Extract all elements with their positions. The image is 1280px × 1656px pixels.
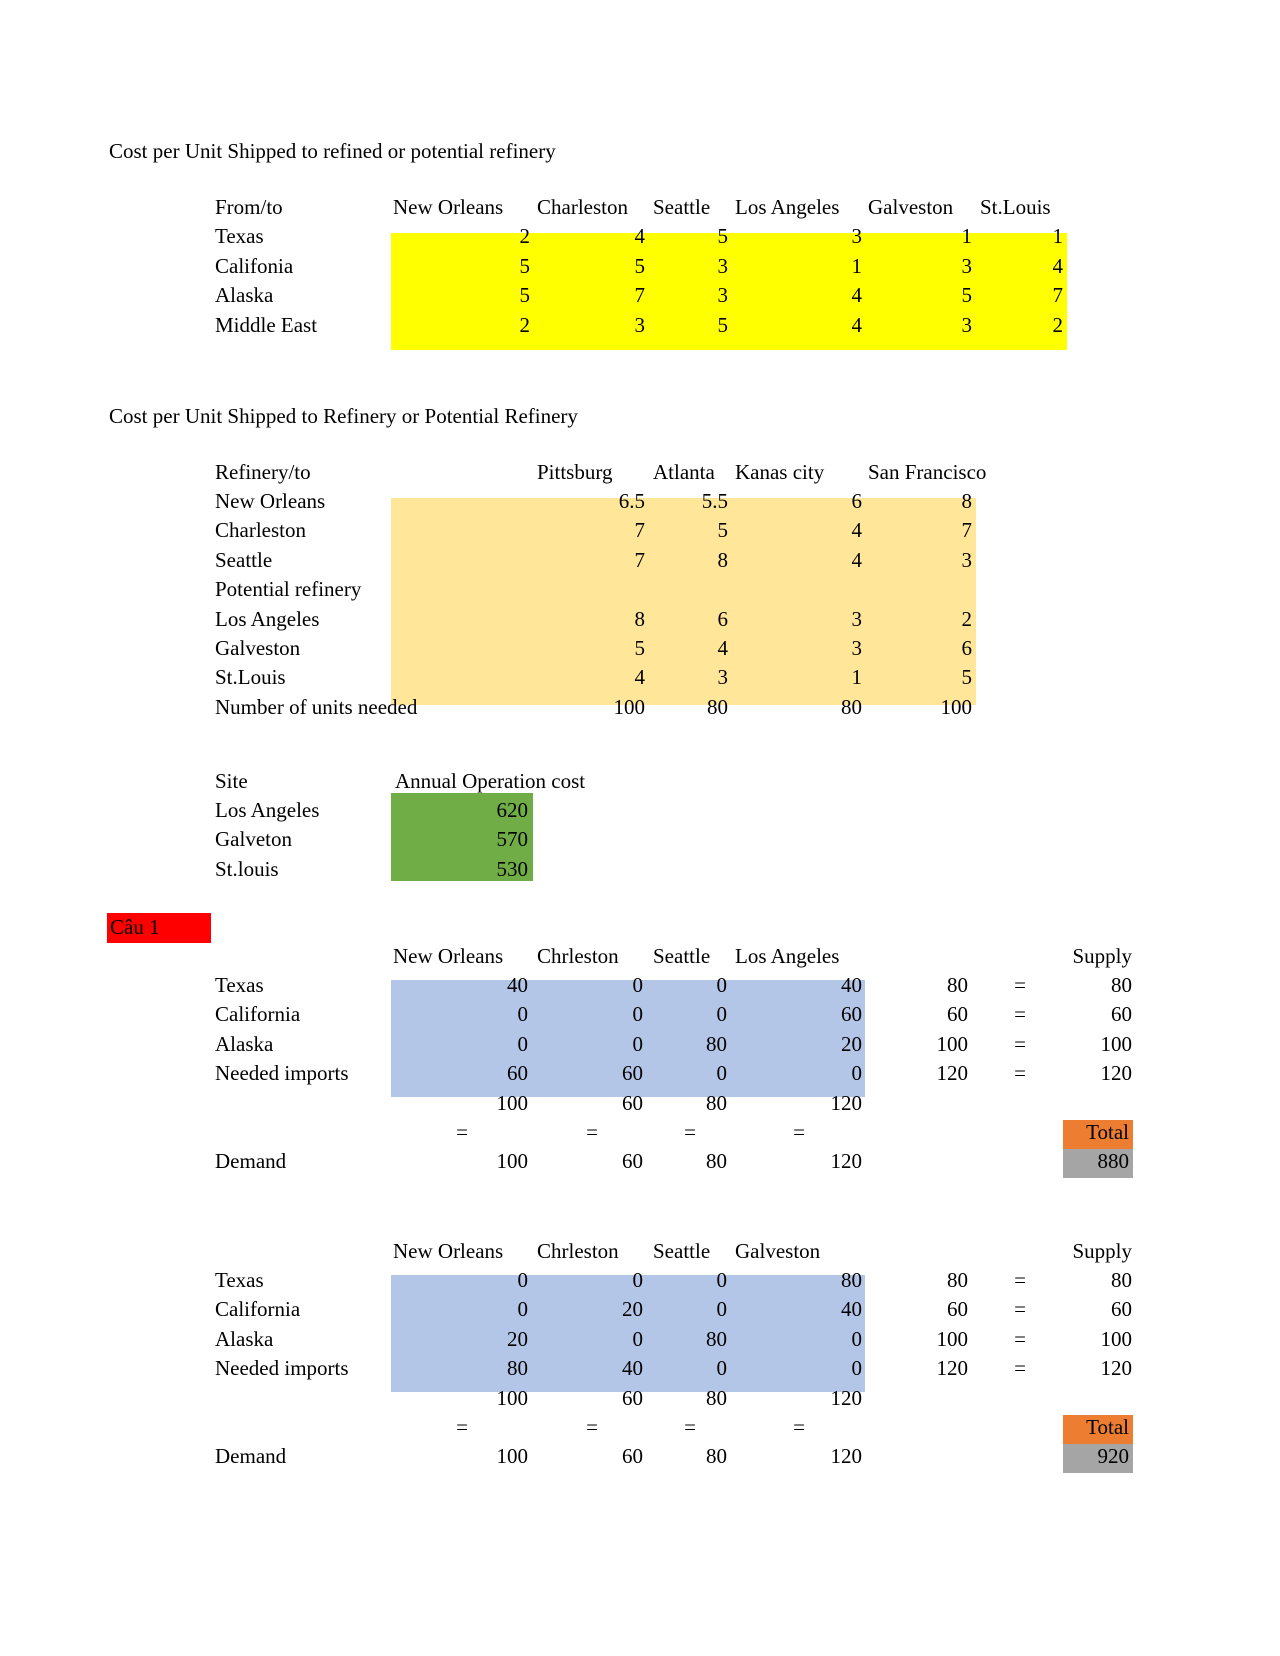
sec2-col-header: Pittsburg [537,460,613,484]
solution-cell[interactable]: 0 [716,1356,727,1381]
supply-value: 120 [1100,1356,1132,1381]
solution-row-label: Texas [215,1268,264,1292]
sec2-cell[interactable]: 1 [851,665,862,690]
needed-units-value: 80 [841,694,862,719]
solution-cell[interactable]: 40 [622,1356,643,1381]
sec2-col-header: Atlanta [653,460,715,484]
row-equals: = [1014,1268,1026,1292]
demand-label: Demand [215,1443,287,1468]
sec2-cell[interactable]: 2 [961,606,972,631]
col-equals: = [684,1119,696,1144]
sec1-cell[interactable]: 7 [634,283,645,307]
sec1-cell[interactable]: 3 [851,224,862,248]
solution-cell[interactable]: 80 [507,1356,528,1381]
solution-col-header: Chrleston [537,1239,619,1263]
sec2-cell[interactable]: 8 [634,606,645,631]
sec2-row-label: Galveston [215,636,301,660]
solution-cell[interactable]: 0 [632,973,643,997]
sec1-cell[interactable]: 4 [634,224,645,248]
sec1-cell[interactable]: 7 [1052,283,1063,307]
col-equals: = [586,1414,598,1439]
demand-value: 120 [830,1443,862,1468]
row-sum: 100 [936,1326,968,1351]
solution-cell[interactable]: 0 [716,1268,727,1292]
sec1-col-header: Los Angeles [735,195,840,219]
sec1-cell[interactable]: 3 [717,253,728,278]
row-sum: 120 [936,1061,968,1086]
solution-cell[interactable]: 0 [517,1297,528,1322]
sec2-cell[interactable]: 4 [634,665,645,690]
sec2-cell[interactable]: 3 [851,606,862,631]
sec1-cell[interactable]: 2 [519,312,530,337]
solution-cell[interactable]: 80 [706,1326,727,1351]
solution-cell[interactable]: 0 [716,1002,727,1027]
annual-cost-value[interactable]: 570 [496,827,528,852]
sec1-cell[interactable]: 5 [717,224,728,248]
solution-cell[interactable]: 80 [706,1031,727,1056]
row-equals: = [1014,1061,1026,1086]
solution-row-label: Needed imports [215,1356,349,1381]
solution-cell[interactable]: 0 [517,1031,528,1056]
sec2-cell[interactable]: 6 [961,636,972,660]
site-label: St.louis [215,856,279,881]
solution-cell[interactable]: 0 [517,1002,528,1027]
row-equals: = [1014,1297,1026,1322]
demand-value: 80 [706,1148,727,1173]
col-sum: 100 [496,1090,528,1115]
solution-cell[interactable]: 40 [507,973,528,997]
row-sum: 80 [947,1268,968,1292]
sec1-cell[interactable]: 5 [519,253,530,278]
sec2-row-label: Potential refinery [215,577,362,602]
needed-units-value: 100 [613,694,645,719]
sec1-corner-header: From/to [215,195,283,219]
solution-col-header: Chrleston [537,944,619,968]
row-equals: = [1014,973,1026,997]
sec1-cell[interactable]: 5 [961,283,972,307]
needed-units-value: 100 [940,694,972,719]
supply-header: Supply [1072,944,1132,968]
total-value[interactable]: 880 [1097,1148,1129,1173]
site-label: Galveton [215,827,292,852]
solution-cell[interactable]: 0 [716,973,727,997]
annual-cost-value[interactable]: 620 [496,798,528,822]
sec1-cell[interactable]: 5 [519,283,530,307]
solution-cell[interactable]: 0 [851,1061,862,1086]
solution-cell[interactable]: 80 [841,1268,862,1292]
sec2-cell[interactable]: 6.5 [618,489,645,513]
sec1-cell[interactable]: 1 [851,253,862,278]
solution-cell[interactable]: 60 [622,1061,643,1086]
solution-cell[interactable]: 0 [632,1326,643,1351]
sec1-cell[interactable]: 3 [717,283,728,307]
solution-col-header: Los Angeles [735,944,840,968]
sec1-col-header: St.Louis [980,195,1051,219]
supply-value: 60 [1111,1297,1132,1322]
sec1-cell[interactable]: 5 [634,253,645,278]
solution-row-label: California [215,1002,301,1027]
sec2-cell[interactable]: 4 [851,547,862,572]
sec2-cell[interactable]: 4 [851,518,862,543]
sec1-cell[interactable]: 4 [851,283,862,307]
total-label: Total [1086,1414,1129,1439]
supply-value: 100 [1100,1031,1132,1056]
solution-cell[interactable]: 0 [517,1268,528,1292]
sec2-row-label: Charleston [215,518,306,543]
col-equals: = [793,1414,805,1439]
demand-label: Demand [215,1148,287,1173]
sec1-cell[interactable]: 3 [961,312,972,337]
supply-value: 80 [1111,973,1132,997]
sec2-row-label: Seattle [215,547,273,572]
sec1-row-label: Middle East [215,312,318,337]
sec1-cell[interactable]: 3 [634,312,645,337]
sec2-cell[interactable]: 6 [717,606,728,631]
solution-cell[interactable]: 60 [841,1002,862,1027]
sec2-cell[interactable]: 5 [717,518,728,543]
solution-cell[interactable]: 0 [632,1268,643,1292]
col-sum: 120 [830,1385,862,1410]
sec2-cell[interactable]: 4 [717,636,728,660]
sec2-row-label: St.Louis [215,665,286,690]
needed-units-value: 80 [707,694,728,719]
col-equals: = [456,1119,468,1144]
section-2-title: Cost per Unit Shipped to Refinery or Potential Refinery [109,404,578,428]
sec1-cell[interactable]: 5 [717,312,728,337]
solution-cell[interactable]: 20 [622,1297,643,1322]
sec2-cell[interactable]: 3 [717,665,728,690]
sec1-cell[interactable]: 2 [519,224,530,248]
row-equals: = [1014,1326,1026,1351]
sec1-cell[interactable]: 4 [851,312,862,337]
solution-cell[interactable]: 0 [716,1061,727,1086]
col-sum: 60 [622,1385,643,1410]
sec1-row-label: Califonia [215,253,294,278]
sec1-col-header: Seattle [653,195,711,219]
sec2-cell[interactable]: 5.5 [701,489,728,513]
col-sum: 80 [706,1385,727,1410]
demand-value: 60 [622,1148,643,1173]
row-equals: = [1014,1031,1026,1056]
col-equals: = [684,1414,696,1439]
demand-value: 120 [830,1148,862,1173]
solution-row-label: Texas [215,973,264,997]
solution-cell[interactable]: 0 [851,1326,862,1351]
sec2-cell[interactable]: 3 [961,547,972,572]
sec2-cell[interactable]: 7 [634,547,645,572]
demand-value: 60 [622,1443,643,1468]
sec2-cell[interactable]: 7 [634,518,645,543]
solution-col-header: Seattle [653,1239,711,1263]
site-label: Los Angeles [215,798,320,822]
solution-cell[interactable]: 20 [507,1326,528,1351]
row-sum: 60 [947,1297,968,1322]
sec2-cell[interactable]: 6 [851,489,862,513]
sec1-cell[interactable]: 1 [1052,224,1063,248]
total-label: Total [1086,1119,1129,1144]
demand-value: 100 [496,1443,528,1468]
sec2-cell[interactable]: 5 [961,665,972,690]
solution-col-header: New Orleans [393,1239,504,1263]
sec2-col-header: Kanas city [735,460,825,484]
col-equals: = [456,1414,468,1439]
sec1-row-label: Texas [215,224,264,248]
solution-cell[interactable]: 0 [632,1002,643,1027]
cau-1-label: Câu 1 [110,915,160,939]
solution-row-label: Alaska [215,1326,274,1351]
total-value[interactable]: 920 [1097,1443,1129,1468]
sec1-cell[interactable]: 3 [961,253,972,278]
solution-col-header: Galveston [735,1239,821,1263]
solution-row-label: California [215,1297,301,1322]
supply-value: 80 [1111,1268,1132,1292]
supply-value: 120 [1100,1061,1132,1086]
site-header: Site [215,769,248,793]
sec2-cell[interactable]: 5 [634,636,645,660]
sec1-col-header: Charleston [537,195,628,219]
sec2-col-header: San Francisco [868,460,987,484]
solution-col-header: New Orleans [393,944,504,968]
solution-cell[interactable]: 60 [507,1061,528,1086]
row-sum: 120 [936,1356,968,1381]
sec1-col-header: New Orleans [393,195,504,219]
supply-value: 60 [1111,1002,1132,1027]
sec1-col-header: Galveston [868,195,954,219]
sec1-cell[interactable]: 2 [1052,312,1063,337]
needed-units-label: Number of units needed [215,694,418,719]
demand-value: 100 [496,1148,528,1173]
col-sum: 60 [622,1090,643,1115]
solution-cell[interactable]: 0 [632,1031,643,1056]
row-equals: = [1014,1356,1026,1381]
solution-row-label: Needed imports [215,1061,349,1086]
annual-cost-header: Annual Operation cost [395,769,586,793]
col-sum: 80 [706,1090,727,1115]
sec1-cell[interactable]: 4 [1052,253,1063,278]
sec2-row-label: Los Angeles [215,606,320,631]
col-sum: 120 [830,1090,862,1115]
col-equals: = [793,1119,805,1144]
row-equals: = [1014,1002,1026,1027]
solution-row-label: Alaska [215,1031,274,1056]
sec2-cell[interactable]: 3 [851,636,862,660]
solution-cell[interactable]: 0 [716,1297,727,1322]
solution-cell[interactable]: 0 [851,1356,862,1381]
annual-cost-value[interactable]: 530 [496,856,528,881]
solution-cell[interactable]: 40 [841,973,862,997]
row-sum: 80 [947,973,968,997]
sec2-corner-header: Refinery/to [215,460,311,484]
sec2-cell[interactable]: 8 [717,547,728,572]
col-sum: 100 [496,1385,528,1410]
solution-col-header: Seattle [653,944,711,968]
sec2-row-label: New Orleans [215,489,326,513]
solution-cell[interactable]: 20 [841,1031,862,1056]
supply-value: 100 [1100,1326,1132,1351]
sec2-cell[interactable]: 8 [961,489,972,513]
solution-cell[interactable]: 40 [841,1297,862,1322]
row-sum: 100 [936,1031,968,1056]
sec1-row-label: Alaska [215,283,274,307]
demand-value: 80 [706,1443,727,1468]
supply-header: Supply [1072,1239,1132,1263]
section-1-title: Cost per Unit Shipped to refined or potential refinery [109,139,556,163]
col-equals: = [586,1119,598,1144]
sec1-cell[interactable]: 1 [961,224,972,248]
sec2-cell[interactable]: 7 [961,518,972,543]
row-sum: 60 [947,1002,968,1027]
